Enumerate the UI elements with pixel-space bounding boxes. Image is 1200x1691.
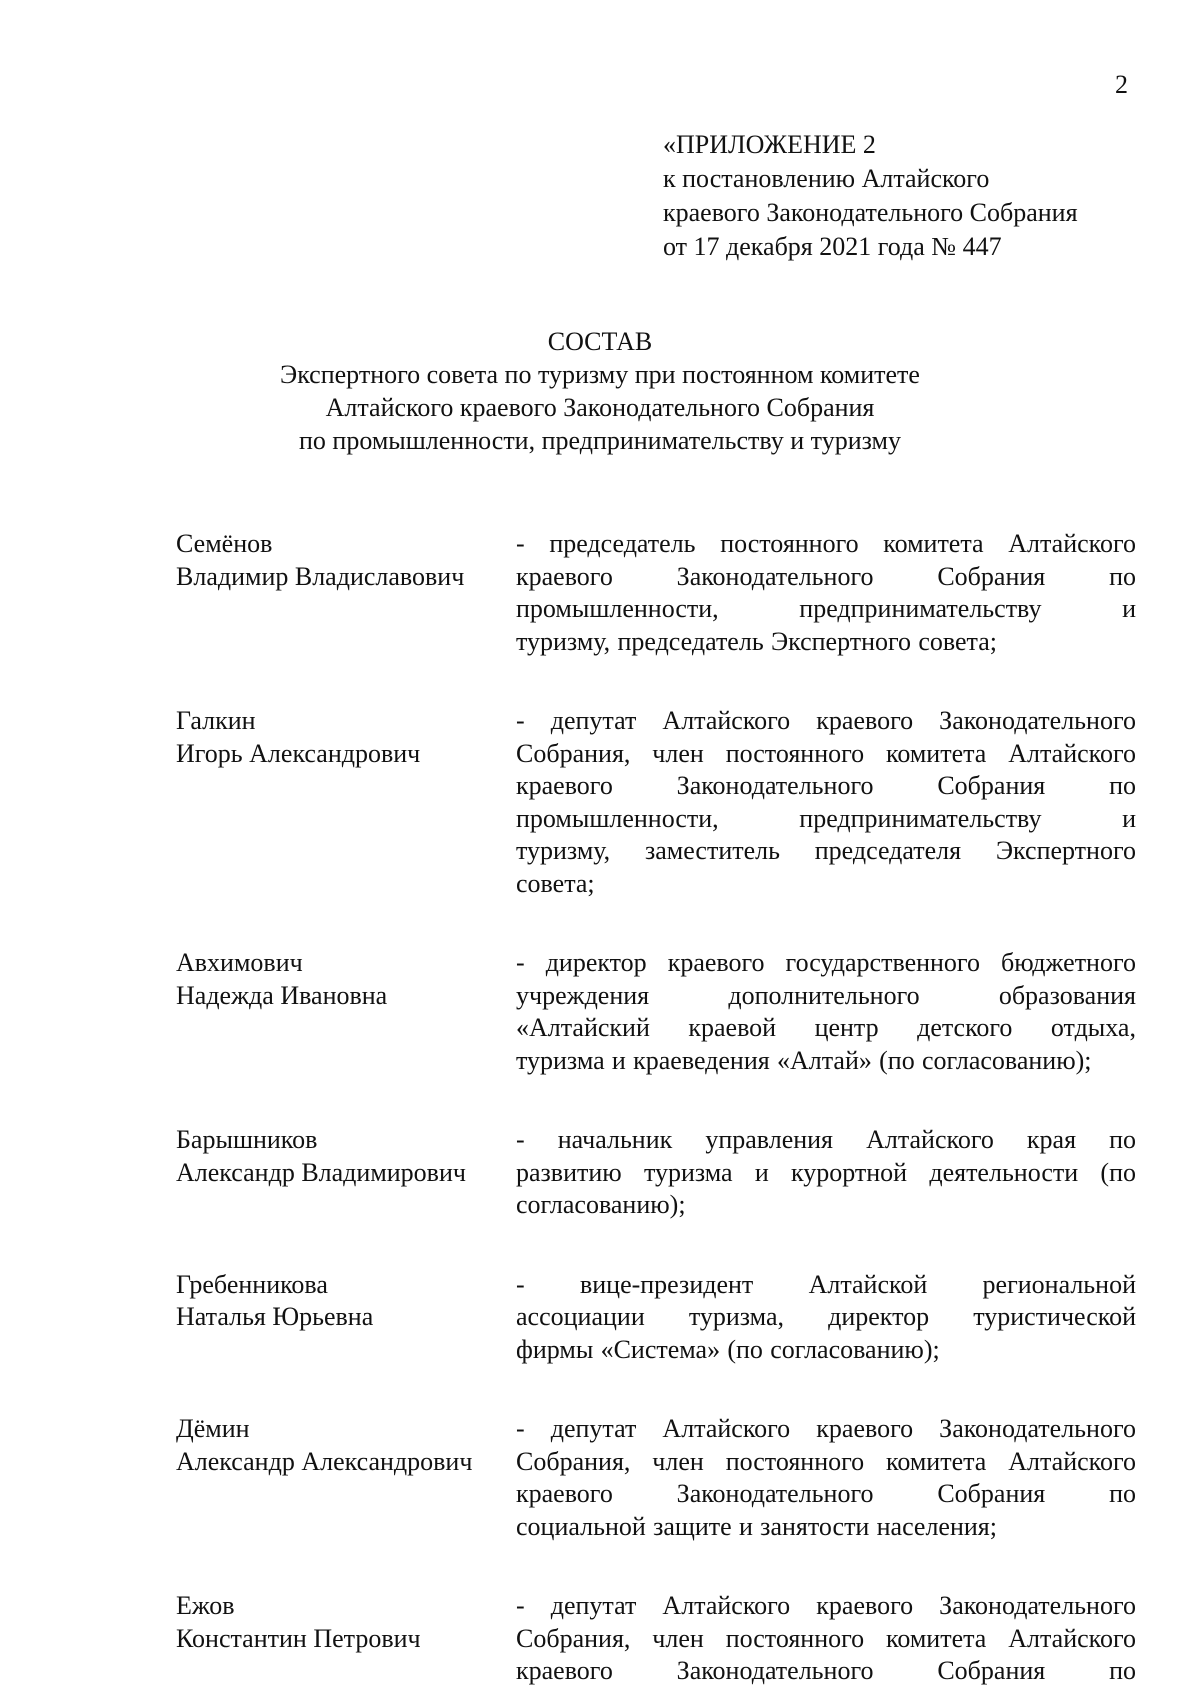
- role-line: учреждения дополнительного образования: [516, 980, 1136, 1010]
- member-role: [516, 705, 1136, 900]
- member-surname: Семёнов: [176, 529, 273, 558]
- subtitle-line: по промышленности, предпринимательству и туризму: [299, 426, 901, 455]
- member-entry: [176, 705, 1136, 900]
- appendix-line: «ПРИЛОЖЕНИЕ 2: [663, 130, 876, 159]
- member-given-names: Александр Александрович: [176, 1446, 473, 1476]
- role-line: - депутат Алтайского краевого Законодательного: [516, 1414, 1136, 1443]
- page-number: 2: [1115, 70, 1128, 99]
- member-role: [516, 1413, 1136, 1543]
- appendix-line: краевого Законодательного Собрания: [663, 198, 1078, 227]
- role-line: туризму, председатель Экспертного совета;: [516, 626, 997, 656]
- member-given-names: Игорь Александрович: [176, 738, 421, 768]
- member-name: [176, 947, 511, 1012]
- member-given-names: Александр Владимирович: [176, 1157, 466, 1187]
- member-entry: [176, 1269, 1136, 1367]
- role-line: краевого Законодательного Собрания по: [516, 1656, 1136, 1685]
- member-role: [516, 947, 1136, 1077]
- member-surname: Барышников: [176, 1125, 318, 1154]
- role-line: промышленности, предпринимательству и: [516, 594, 1136, 623]
- member-entry: [176, 528, 1136, 658]
- role-line: ассоциации туризма, директор туристической: [516, 1302, 1136, 1331]
- role-line: промышленности, предпринимательству и: [516, 803, 1136, 833]
- members-list: [176, 528, 1136, 1688]
- subtitle-line: Алтайского краевого Законодательного Собрания: [325, 393, 875, 422]
- member-role: [516, 1124, 1136, 1222]
- role-line: Собрания, член постоянного комитета Алтайского: [516, 738, 1136, 768]
- role-line: Собрания, член постоянного комитета Алтайского: [516, 1446, 1136, 1476]
- member-surname: Авхимович: [176, 948, 303, 977]
- appendix-header: [663, 128, 1078, 264]
- member-given-names: Наталья Юрьевна: [176, 1302, 374, 1331]
- role-line: - председатель постоянного комитета Алтайского: [516, 529, 1136, 558]
- document-subtitle: [0, 358, 1200, 457]
- role-line: - депутат Алтайского краевого Законодательного: [516, 1591, 1136, 1620]
- member-surname: Галкин: [176, 706, 256, 735]
- role-line: туризма и краеведения «Алтай» (по согласованию);: [516, 1045, 1092, 1075]
- role-line: согласованию);: [516, 1190, 686, 1219]
- member-name: [176, 528, 511, 593]
- member-surname: Дёмин: [176, 1414, 250, 1443]
- member-surname: Ежов: [176, 1591, 235, 1620]
- member-name: [176, 705, 511, 770]
- subtitle-line: Экспертного совета по туризму при постоянном комитете: [280, 360, 920, 389]
- member-entry: [176, 947, 1136, 1077]
- role-line: «Алтайский краевой центр детского отдыха,: [516, 1013, 1136, 1042]
- role-line: туризму, заместитель председателя Экспертного: [516, 836, 1136, 865]
- member-given-names: Владимир Владиславович: [176, 561, 465, 591]
- member-name: [176, 1124, 511, 1189]
- member-role: [516, 1590, 1136, 1688]
- role-line: совета;: [516, 868, 595, 898]
- member-entry: [176, 1590, 1136, 1688]
- role-line: краевого Законодательного Собрания по: [516, 771, 1136, 800]
- role-line: краевого Законодательного Собрания по: [516, 1479, 1136, 1508]
- role-line: развитию туризма и курортной деятельности (по: [516, 1157, 1136, 1187]
- member-name: [176, 1590, 511, 1655]
- member-name: [176, 1269, 511, 1334]
- role-line: социальной защите и занятости населения;: [516, 1511, 997, 1541]
- document-title: СОСТАВ: [547, 327, 653, 356]
- role-line: Собрания, член постоянного комитета Алтайского: [516, 1623, 1136, 1653]
- role-line: - депутат Алтайского краевого Законодательного: [516, 706, 1136, 735]
- member-role: [516, 1269, 1136, 1367]
- member-surname: Гребенникова: [176, 1269, 328, 1299]
- role-line: краевого Законодательного Собрания по: [516, 561, 1136, 591]
- appendix-line: от 17 декабря 2021 года № 447: [663, 232, 1002, 261]
- member-entry: [176, 1124, 1136, 1222]
- role-line: фирмы «Система» (по согласованию);: [516, 1334, 940, 1364]
- member-given-names: Константин Петрович: [176, 1623, 421, 1653]
- member-name: [176, 1413, 511, 1478]
- role-line: - начальник управления Алтайского края по: [516, 1125, 1136, 1154]
- appendix-line: к постановлению Алтайского: [663, 164, 990, 193]
- role-line: - вице-президент Алтайской региональной: [516, 1269, 1136, 1299]
- role-line: - директор краевого государственного бюджетного: [516, 948, 1136, 977]
- member-given-names: Надежда Ивановна: [176, 980, 388, 1010]
- member-role: [516, 528, 1136, 658]
- member-entry: [176, 1413, 1136, 1543]
